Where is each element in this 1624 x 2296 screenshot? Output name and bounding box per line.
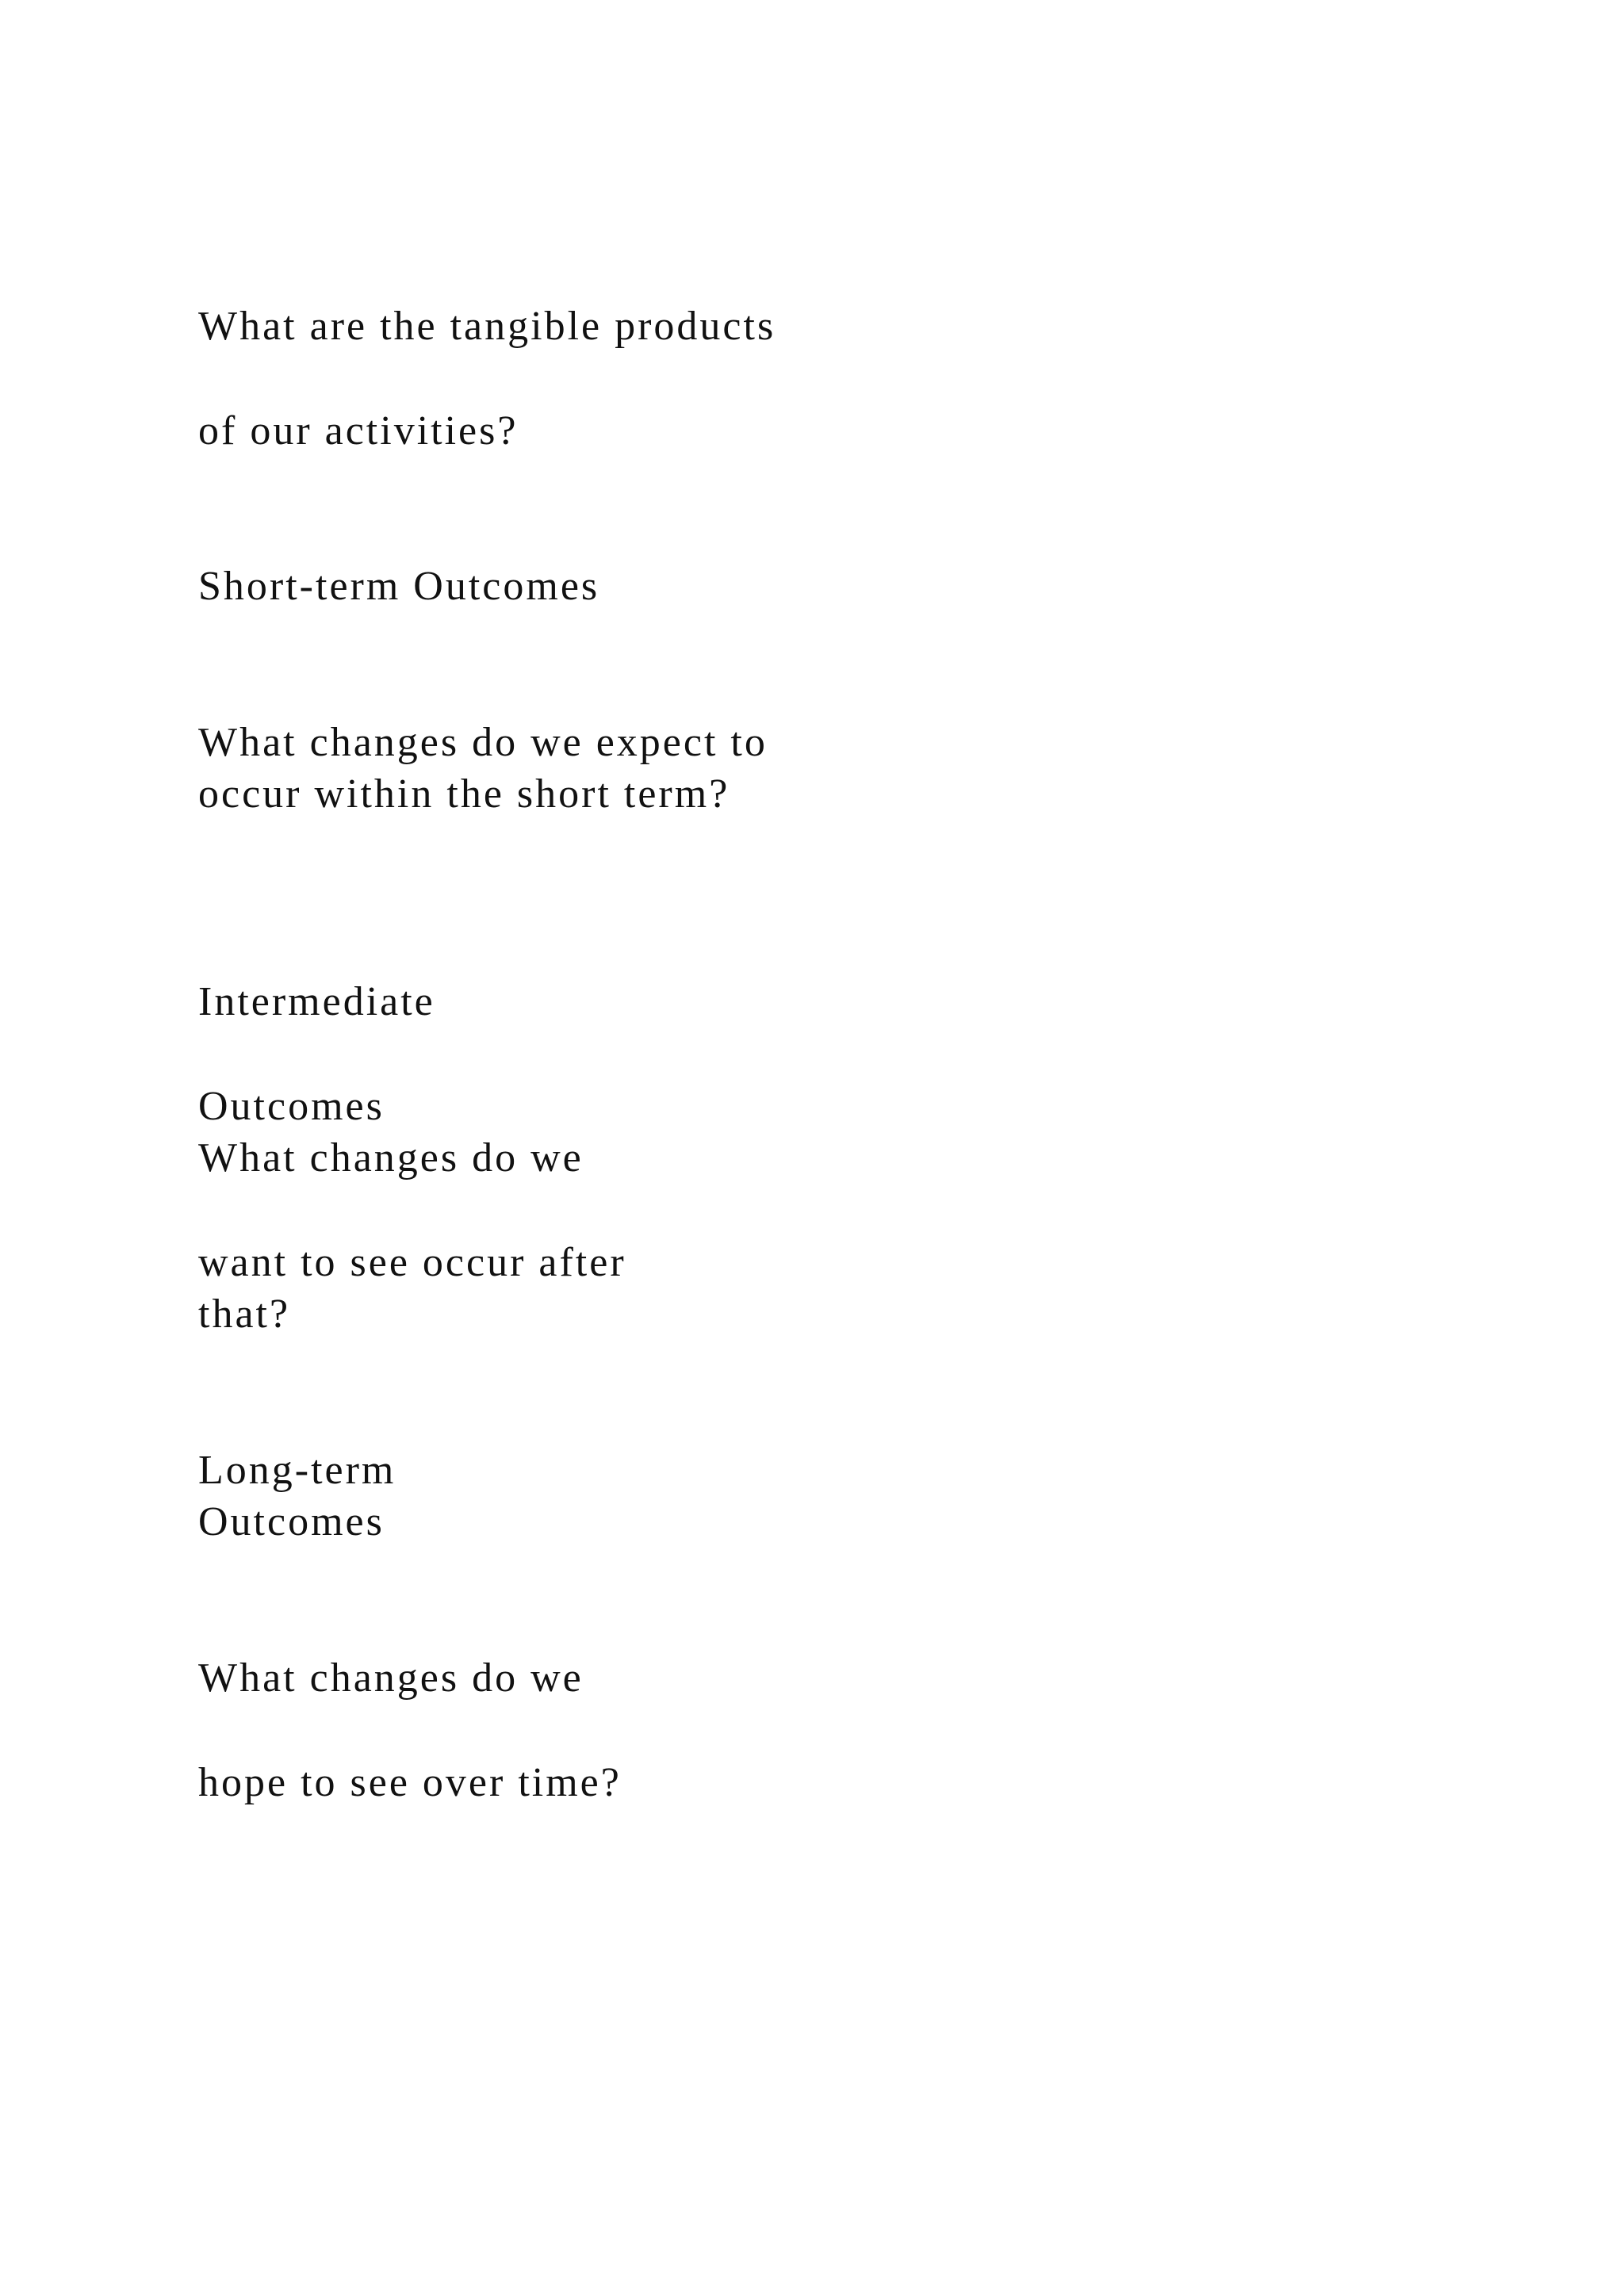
intermediate-question-line-2: want to see occur after [198, 1240, 626, 1285]
outputs-question-line-2: of our activities? [198, 408, 519, 453]
long-term-question-line-1: What changes do we [198, 1655, 584, 1701]
outputs-question-line-1: What are the tangible products [198, 304, 776, 349]
intermediate-question-line-1: What changes do we [198, 1135, 584, 1181]
long-term-outcomes-heading-line-2: Outcomes [198, 1499, 385, 1544]
short-term-question-line-2: occur within the short term? [198, 771, 730, 817]
short-term-question-line-1: What changes do we expect to [198, 720, 768, 765]
short-term-outcomes-heading: Short-term Outcomes [198, 564, 600, 609]
long-term-question-line-2: hope to see over time? [198, 1760, 622, 1805]
long-term-outcomes-heading-line-1: Long-term [198, 1448, 396, 1493]
intermediate-outcomes-heading-line-2: Outcomes [198, 1084, 385, 1129]
intermediate-outcomes-heading-line-1: Intermediate [198, 979, 435, 1024]
intermediate-question-line-3: that? [198, 1292, 291, 1337]
